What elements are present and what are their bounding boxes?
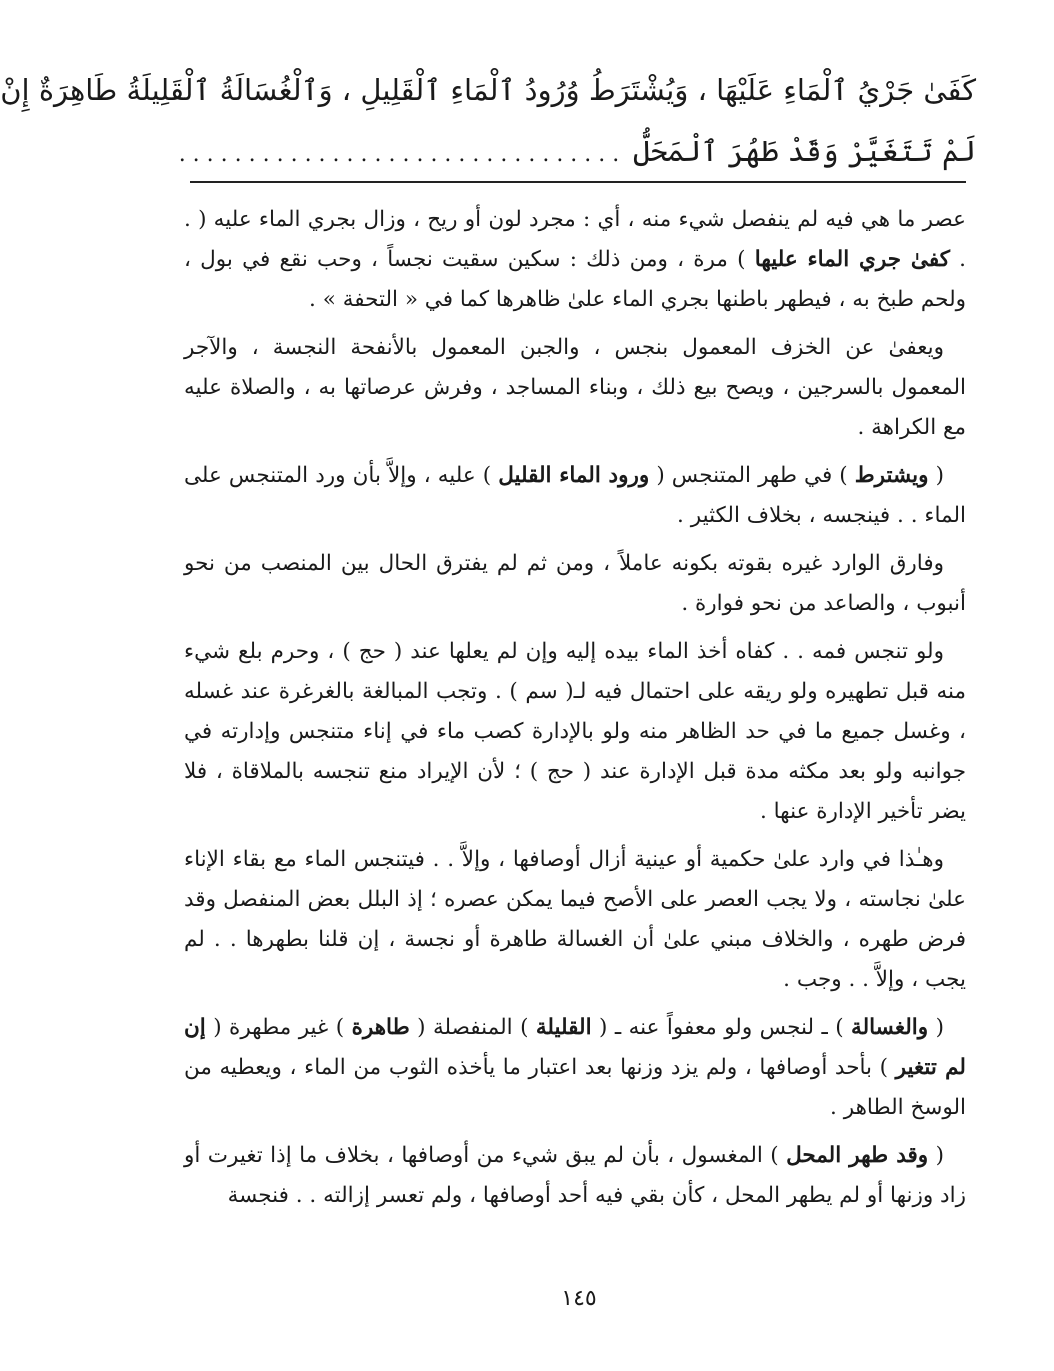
commentary-segment: ) مرة ، ومن ذلك : سكين سقيت نجساً ، وحب نقع في بول ، ولحم طبخ به ، فيطهر باطنها بجري الماء علىٰ ظاهرها كما في « التحفة » . bbox=[184, 247, 966, 312]
commentary-segment: ( bbox=[928, 1015, 944, 1040]
page-number: ١٤٥ bbox=[561, 1286, 597, 1311]
commentary-paragraph bbox=[184, 328, 966, 448]
separator-line bbox=[190, 181, 966, 183]
commentary-text bbox=[184, 200, 966, 1224]
commentary-paragraph bbox=[184, 632, 966, 832]
commentary-segment: ولو تنجس فمه . . كفاه أخذ الماء بيده إليه وإن لم يعلها عند ( حج ) ، وحرم بلع شيء منه قبل تطهيره ولو ريقه على احتمال فيه لـ( سم ) . وتجب المبالغة بالغرغرة عند غسله ، وغسل جميع ما في حد الظاهر منه ولو بالإدارة كصب ماء في إناء متنجس وإدارته في جوانبه ولو بعد مكثه مدة قبل الإدارة عند ( حج ) ؛ لأن الإيراد منع تنجسه بالملاقاة ، فلا يضر تأخير الإدارة عنها . bbox=[184, 639, 966, 824]
commentary-segment: ( bbox=[928, 463, 944, 488]
commentary-paragraph bbox=[184, 1008, 966, 1128]
commentary-paragraph bbox=[184, 544, 966, 624]
commentary-paragraph bbox=[184, 200, 966, 320]
commentary-segment: ) المغسول ، بأن لم يبق شيء من أوصافها ، بخلاف ما إذا تغيرت أو زاد وزنها أو لم يطهر المحل ، كأن بقي فيه أحد أوصافها ، ولم تعسر إزالته . . فنجسة bbox=[184, 1143, 966, 1208]
bold-matn-quote: كفىٰ جري الماء عليها bbox=[754, 247, 950, 272]
bold-matn-quote: ويشترط bbox=[854, 463, 929, 488]
commentary-paragraph bbox=[184, 840, 966, 1000]
bold-matn-quote: القليلة bbox=[535, 1015, 592, 1040]
commentary-segment: ) في طهر المتنجس ( bbox=[649, 463, 855, 488]
commentary-segment: ) عليه ، وإلاَّ بأن ورد المتنجس على الماء . . فينجسه ، بخلاف الكثير . bbox=[184, 463, 966, 528]
commentary-segment: وهـٰذا في وارد علىٰ حكمية أو عينية أزال أوصافها ، وإلاَّ . . فيتنجس الماء مع بقاء الإناء علىٰ نجاسته ، ولا يجب العصر على الأصح فيما يمكن عصره ؛ إذ البلل بعض المنفصل وقد فرض طهره ، والخلاف مبني علىٰ أن الغسالة طاهرة أو نجسة ، إن قلنا بطهرها . . لم يجب ، وإلاَّ . . وجب . bbox=[184, 847, 966, 992]
commentary-segment: ) ـ لنجس ولو معفواً عنه ـ ( bbox=[591, 1015, 852, 1040]
commentary-segment: وفارق الوارد غيره بقوته بكونه عاملاً ، ومن ثم لم يفترق الحال بين المنصب من نحو أنبوب ، والصاعد من نحو فوارة . bbox=[184, 551, 966, 616]
commentary-segment: عصر ما هي فيه لم ينفصل شيء منه ، أي : مجرد لون أو ريح ، وزال بجري الماء عليه ( . . bbox=[184, 207, 966, 272]
matn-dots: . . . . . . . . . . . . . . . . . . . . . . . . . . . . . . . . bbox=[178, 142, 620, 167]
matn-line-1: كَفَىٰ جَرْيُ ٱلْمَاءِ عَلَيْهَا ، وَيُشْتَرَطُ وُرُودُ ٱلْمَاءِ ٱلْقَلِيلِ ، وَٱلْغُسَالَةُ ٱلْقَلِيلَةُ طَاهِرَةٌ إِنْ bbox=[0, 73, 976, 107]
commentary-segment: ( bbox=[928, 1143, 944, 1168]
commentary-paragraph bbox=[184, 456, 966, 536]
commentary-paragraph bbox=[184, 1136, 966, 1216]
commentary-segment: ) بأحد أوصافها ، ولم يزد وزنها بعد اعتبار ما يأخذه الثوب من الماء ، ويعطيه من الوسخ الطاهر . bbox=[184, 1055, 966, 1120]
bold-matn-quote: والغسالة bbox=[851, 1015, 929, 1040]
matn-line-2 bbox=[176, 121, 976, 185]
bold-matn-quote: ورود الماء القليل bbox=[498, 463, 650, 488]
bold-matn-quote: وقد طهر المحل bbox=[786, 1143, 929, 1168]
commentary-segment: ) المنفصلة ( bbox=[409, 1015, 536, 1040]
commentary-segment: ) غير مطهرة ( bbox=[205, 1015, 352, 1040]
matn-text bbox=[0, 60, 976, 185]
bold-matn-quote: إن لم تتغير bbox=[184, 1015, 966, 1080]
bold-matn-quote: طاهرة bbox=[351, 1015, 410, 1040]
matn-line-2-text: لَمْ تَتَغَيَّرْ وَقَدْ طَهُرَ ٱلْمَحَلُّ bbox=[633, 134, 976, 168]
commentary-segment: ويعفىٰ عن الخزف المعمول بنجس ، والجبن المعمول بالأنفحة النجسة ، والآجر المعمول بالسرجين ، ويصح بيع ذلك ، وبناء المساجد ، وفرش عرصاتها به ، والصلاة عليه مع الكراهة . bbox=[184, 335, 966, 440]
